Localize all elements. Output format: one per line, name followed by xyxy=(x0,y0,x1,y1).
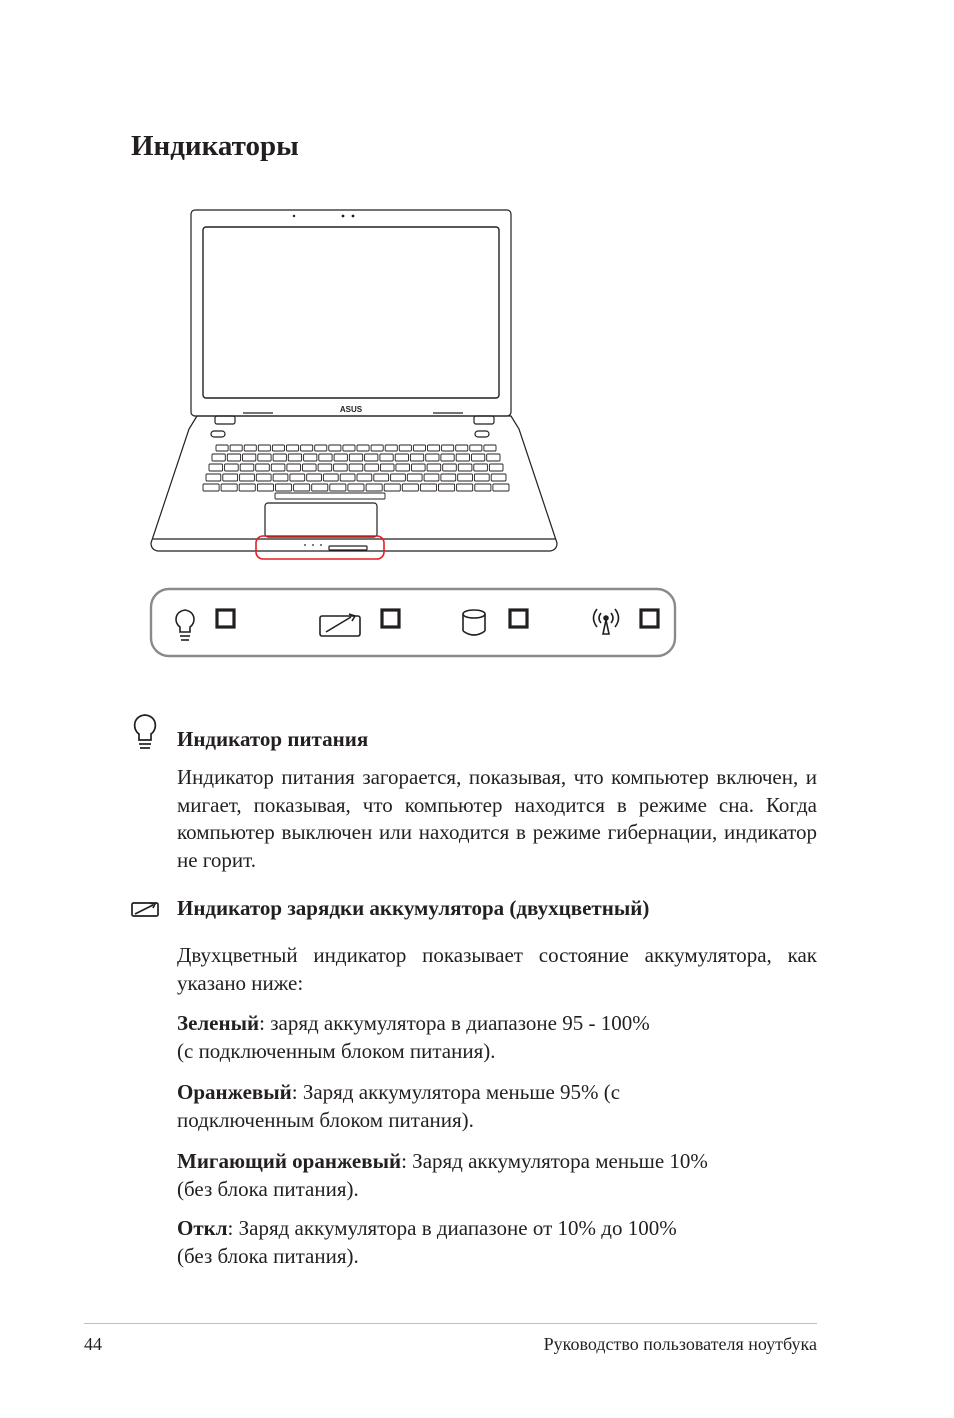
keyboard-key xyxy=(413,445,425,451)
keyboard-key xyxy=(456,454,469,461)
keyboard-key xyxy=(287,445,299,451)
keyboard-key xyxy=(420,484,436,491)
keyboard-key xyxy=(244,445,256,451)
keyboard-key xyxy=(340,474,355,481)
keyboard-key xyxy=(319,454,332,461)
keyboard-key xyxy=(243,454,256,461)
power-indicator-title: Индикатор питания xyxy=(177,727,369,751)
keyboard-key xyxy=(472,454,485,461)
battery-state-orange: Оранжевый: Заряд аккумулятора меньше 95% (с подключенным блоком питания). xyxy=(177,1080,621,1132)
keyboard-key xyxy=(475,484,491,491)
keyboard-key xyxy=(380,454,393,461)
power-indicator-description: Индикатор питания загорается, показывая, что компьютер включен, и мигает, показывая, что компьютер находится в режиме сна. Когда компьютер выключен или находится в режиме гибернации, индикатор не горит. xyxy=(177,765,817,872)
keyboard-key xyxy=(315,445,327,451)
page-number: 44 xyxy=(84,1334,102,1354)
keyboard-key xyxy=(458,474,473,481)
keyboard-key xyxy=(203,484,219,491)
keyboard-key xyxy=(272,445,284,451)
keyboard-key xyxy=(424,474,439,481)
keyboard-key xyxy=(384,484,400,491)
keyboard-key xyxy=(304,454,317,461)
keyboard-key xyxy=(470,445,482,451)
keyboard-key xyxy=(288,454,301,461)
power-icon xyxy=(131,712,159,752)
keyboard-key xyxy=(385,445,397,451)
keyboard-key xyxy=(374,474,389,481)
keyboard-key xyxy=(365,454,378,461)
keyboard-key xyxy=(271,464,285,471)
state-label: Оранжевый xyxy=(177,1080,292,1104)
battery-indicator-intro: Двухцветный индикатор показывает состояние аккумулятора, как указано ниже: xyxy=(177,943,817,995)
keyboard-key xyxy=(410,454,423,461)
keyboard-key xyxy=(484,445,496,451)
keyboard-key xyxy=(395,454,408,461)
keyboard-key xyxy=(474,474,489,481)
keyboard-key xyxy=(230,445,242,451)
state-label: Откл xyxy=(177,1216,228,1240)
keyboard-key xyxy=(366,484,382,491)
brand-logo: ASUS xyxy=(339,405,363,414)
keyboard-key xyxy=(301,445,313,451)
keyboard-key xyxy=(221,484,237,491)
keyboard-key xyxy=(396,464,410,471)
keyboard-key xyxy=(441,454,454,461)
keyboard-key xyxy=(349,464,363,471)
keyboard-key xyxy=(225,464,239,471)
keyboard-key xyxy=(290,474,305,481)
keyboard-key xyxy=(456,445,468,451)
keyboard-key xyxy=(330,484,346,491)
keyboard-key xyxy=(294,484,310,491)
keyboard-key xyxy=(439,484,455,491)
keyboard-key xyxy=(427,464,441,471)
keyboard-key xyxy=(256,464,270,471)
keyboard-key xyxy=(334,454,347,461)
keyboard-key xyxy=(407,474,422,481)
laptop-illustration xyxy=(145,203,565,565)
keyboard-key xyxy=(357,445,369,451)
keyboard-key xyxy=(442,445,454,451)
keyboard-key xyxy=(412,464,426,471)
keyboard-key xyxy=(349,454,362,461)
keyboard-key xyxy=(457,484,473,491)
keyboard-key xyxy=(276,484,292,491)
keyboard-key xyxy=(287,464,301,471)
keyboard-key xyxy=(365,464,379,471)
keyboard-key xyxy=(258,454,271,461)
state-label: Мигающий оранжевый xyxy=(177,1149,402,1173)
keyboard-spacebar xyxy=(275,493,385,499)
keyboard-key xyxy=(318,464,332,471)
keyboard-key xyxy=(348,484,364,491)
keyboard-key xyxy=(256,474,271,481)
keyboard-key xyxy=(491,474,506,481)
keyboard-key xyxy=(402,484,418,491)
keyboard-key xyxy=(357,474,372,481)
footer-title: Руководство пользователя ноутбука xyxy=(543,1334,817,1354)
keyboard-key xyxy=(458,464,472,471)
keyboard-key xyxy=(240,474,255,481)
keyboard-key xyxy=(239,484,255,491)
keyboard-key xyxy=(489,464,503,471)
keyboard-key xyxy=(428,445,440,451)
keyboard-key xyxy=(209,464,223,471)
keyboard-key xyxy=(443,464,457,471)
keyboard-key xyxy=(258,445,270,451)
keyboard-key xyxy=(426,454,439,461)
keyboard-key xyxy=(312,484,328,491)
keyboard-key xyxy=(474,464,488,471)
page-title: Индикаторы xyxy=(131,130,299,162)
keyboard-key xyxy=(273,454,286,461)
keyboard-key xyxy=(307,474,322,481)
keyboard-key xyxy=(487,454,500,461)
keyboard-key xyxy=(371,445,383,451)
keyboard-key xyxy=(216,445,228,451)
keyboard-key xyxy=(303,464,317,471)
keyboard-key xyxy=(206,474,221,481)
battery-indicator-title: Индикатор зарядки аккумулятора (двухцветный) xyxy=(177,896,650,920)
battery-state-blinking-orange: Мигающий оранжевый: Заряд аккумулятора меньше 10% (без блока питания). xyxy=(177,1149,708,1201)
keyboard-key xyxy=(212,454,225,461)
keyboard-key xyxy=(343,445,355,451)
keyboard-key xyxy=(399,445,411,451)
keyboard-key xyxy=(223,474,238,481)
keyboard-key xyxy=(380,464,394,471)
keyboard-key xyxy=(493,484,509,491)
keyboard-key xyxy=(391,474,406,481)
keyboard-key xyxy=(441,474,456,481)
keyboard-key xyxy=(240,464,254,471)
battery-state-off: Откл: Заряд аккумулятора в диапазоне от 10% до 100% (без блока питания). xyxy=(177,1216,677,1268)
keyboard-key xyxy=(329,445,341,451)
battery-state-green: Зеленый: заряд аккумулятора в диапазоне 95 - 100% (с подключенным блоком питания). xyxy=(177,1011,650,1063)
keyboard-key xyxy=(334,464,348,471)
battery-charge-icon xyxy=(130,898,162,920)
footer-divider xyxy=(84,1323,817,1324)
keyboard-key xyxy=(257,484,273,491)
indicator-panel xyxy=(148,586,678,660)
keyboard-key xyxy=(227,454,240,461)
state-label: Зеленый xyxy=(177,1011,260,1035)
keyboard-key xyxy=(323,474,338,481)
keyboard-key xyxy=(273,474,288,481)
